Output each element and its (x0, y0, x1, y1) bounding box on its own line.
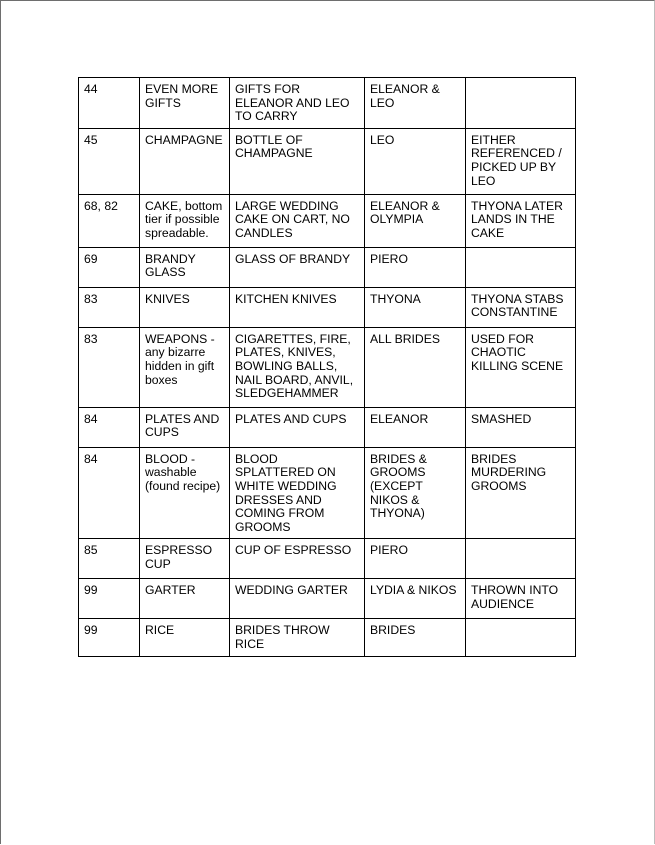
description-cell: PLATES AND CUPS (230, 407, 365, 447)
who-cell: LYDIA & NIKOS (365, 579, 466, 619)
who-cell: LEO (365, 128, 466, 194)
description-cell: GIFTS FOR ELEANOR AND LEO TO CARRY (230, 78, 365, 129)
notes-cell: EITHER REFERENCED / PICKED UP BY LEO (466, 128, 576, 194)
description-cell: WEDDING GARTER (230, 579, 365, 619)
item-cell: RICE (140, 619, 230, 656)
table-row (79, 194, 576, 247)
item-cell: BLOOD - washable (found recipe) (140, 447, 230, 539)
item-cell: KNIVES (140, 287, 230, 327)
notes-cell (466, 247, 576, 287)
notes-cell (466, 78, 576, 129)
who-cell: BRIDES (365, 619, 466, 656)
table-row (79, 539, 576, 579)
description-cell: CUP OF ESPRESSO (230, 539, 365, 579)
item-cell: EVEN MORE GIFTS (140, 78, 230, 129)
notes-cell: THROWN INTO AUDIENCE (466, 579, 576, 619)
item-cell: CHAMPAGNE (140, 128, 230, 194)
who-cell: THYONA (365, 287, 466, 327)
page-cell: 44 (79, 78, 140, 129)
item-cell: GARTER (140, 579, 230, 619)
page-cell: 45 (79, 128, 140, 194)
page-cell: 99 (79, 619, 140, 656)
page-cell: 69 (79, 247, 140, 287)
item-cell: ESPRESSO CUP (140, 539, 230, 579)
who-cell: BRIDES & GROOMS (EXCEPT NIKOS & THYONA) (365, 447, 466, 539)
page-cell: 68, 82 (79, 194, 140, 247)
page-cell: 84 (79, 407, 140, 447)
notes-cell: USED FOR CHAOTIC KILLING SCENE (466, 327, 576, 407)
who-cell: ELEANOR & LEO (365, 78, 466, 129)
page-cell: 99 (79, 579, 140, 619)
description-cell: GLASS OF BRANDY (230, 247, 365, 287)
description-cell: BRIDES THROW RICE (230, 619, 365, 656)
table-row (79, 619, 576, 656)
description-cell: KITCHEN KNIVES (230, 287, 365, 327)
item-cell: PLATES AND CUPS (140, 407, 230, 447)
notes-cell: THYONA LATER LANDS IN THE CAKE (466, 194, 576, 247)
description-cell: BLOOD SPLATTERED ON WHITE WEDDING DRESSES AND COMING FROM GROOMS (230, 447, 365, 539)
who-cell: PIERO (365, 539, 466, 579)
table-row (79, 327, 576, 407)
table-row (79, 407, 576, 447)
notes-cell: BRIDES MURDERING GROOMS (466, 447, 576, 539)
table-row (79, 78, 576, 129)
who-cell: ELEANOR (365, 407, 466, 447)
item-cell: CAKE, bottom tier if possible spreadable. (140, 194, 230, 247)
page-cell: 84 (79, 447, 140, 539)
page-cell: 85 (79, 539, 140, 579)
table-row (79, 579, 576, 619)
notes-cell: THYONA STABS CONSTANTINE (466, 287, 576, 327)
description-cell: LARGE WEDDING CAKE ON CART, NO CANDLES (230, 194, 365, 247)
description-cell: CIGARETTES, FIRE, PLATES, KNIVES, BOWLING BALLS, NAIL BOARD, ANVIL, SLEDGEHAMMER (230, 327, 365, 407)
item-cell: BRANDY GLASS (140, 247, 230, 287)
table-row (79, 128, 576, 194)
who-cell: PIERO (365, 247, 466, 287)
page-cell: 83 (79, 287, 140, 327)
notes-cell (466, 619, 576, 656)
table-row (79, 447, 576, 539)
description-cell: BOTTLE OF CHAMPAGNE (230, 128, 365, 194)
who-cell: ELEANOR & OLYMPIA (365, 194, 466, 247)
who-cell: ALL BRIDES (365, 327, 466, 407)
notes-cell (466, 539, 576, 579)
table-row (79, 287, 576, 327)
table-row (79, 247, 576, 287)
item-cell: WEAPONS - any bizarre hidden in gift boxes (140, 327, 230, 407)
page-cell: 83 (79, 327, 140, 407)
props-table (78, 77, 576, 657)
notes-cell: SMASHED (466, 407, 576, 447)
